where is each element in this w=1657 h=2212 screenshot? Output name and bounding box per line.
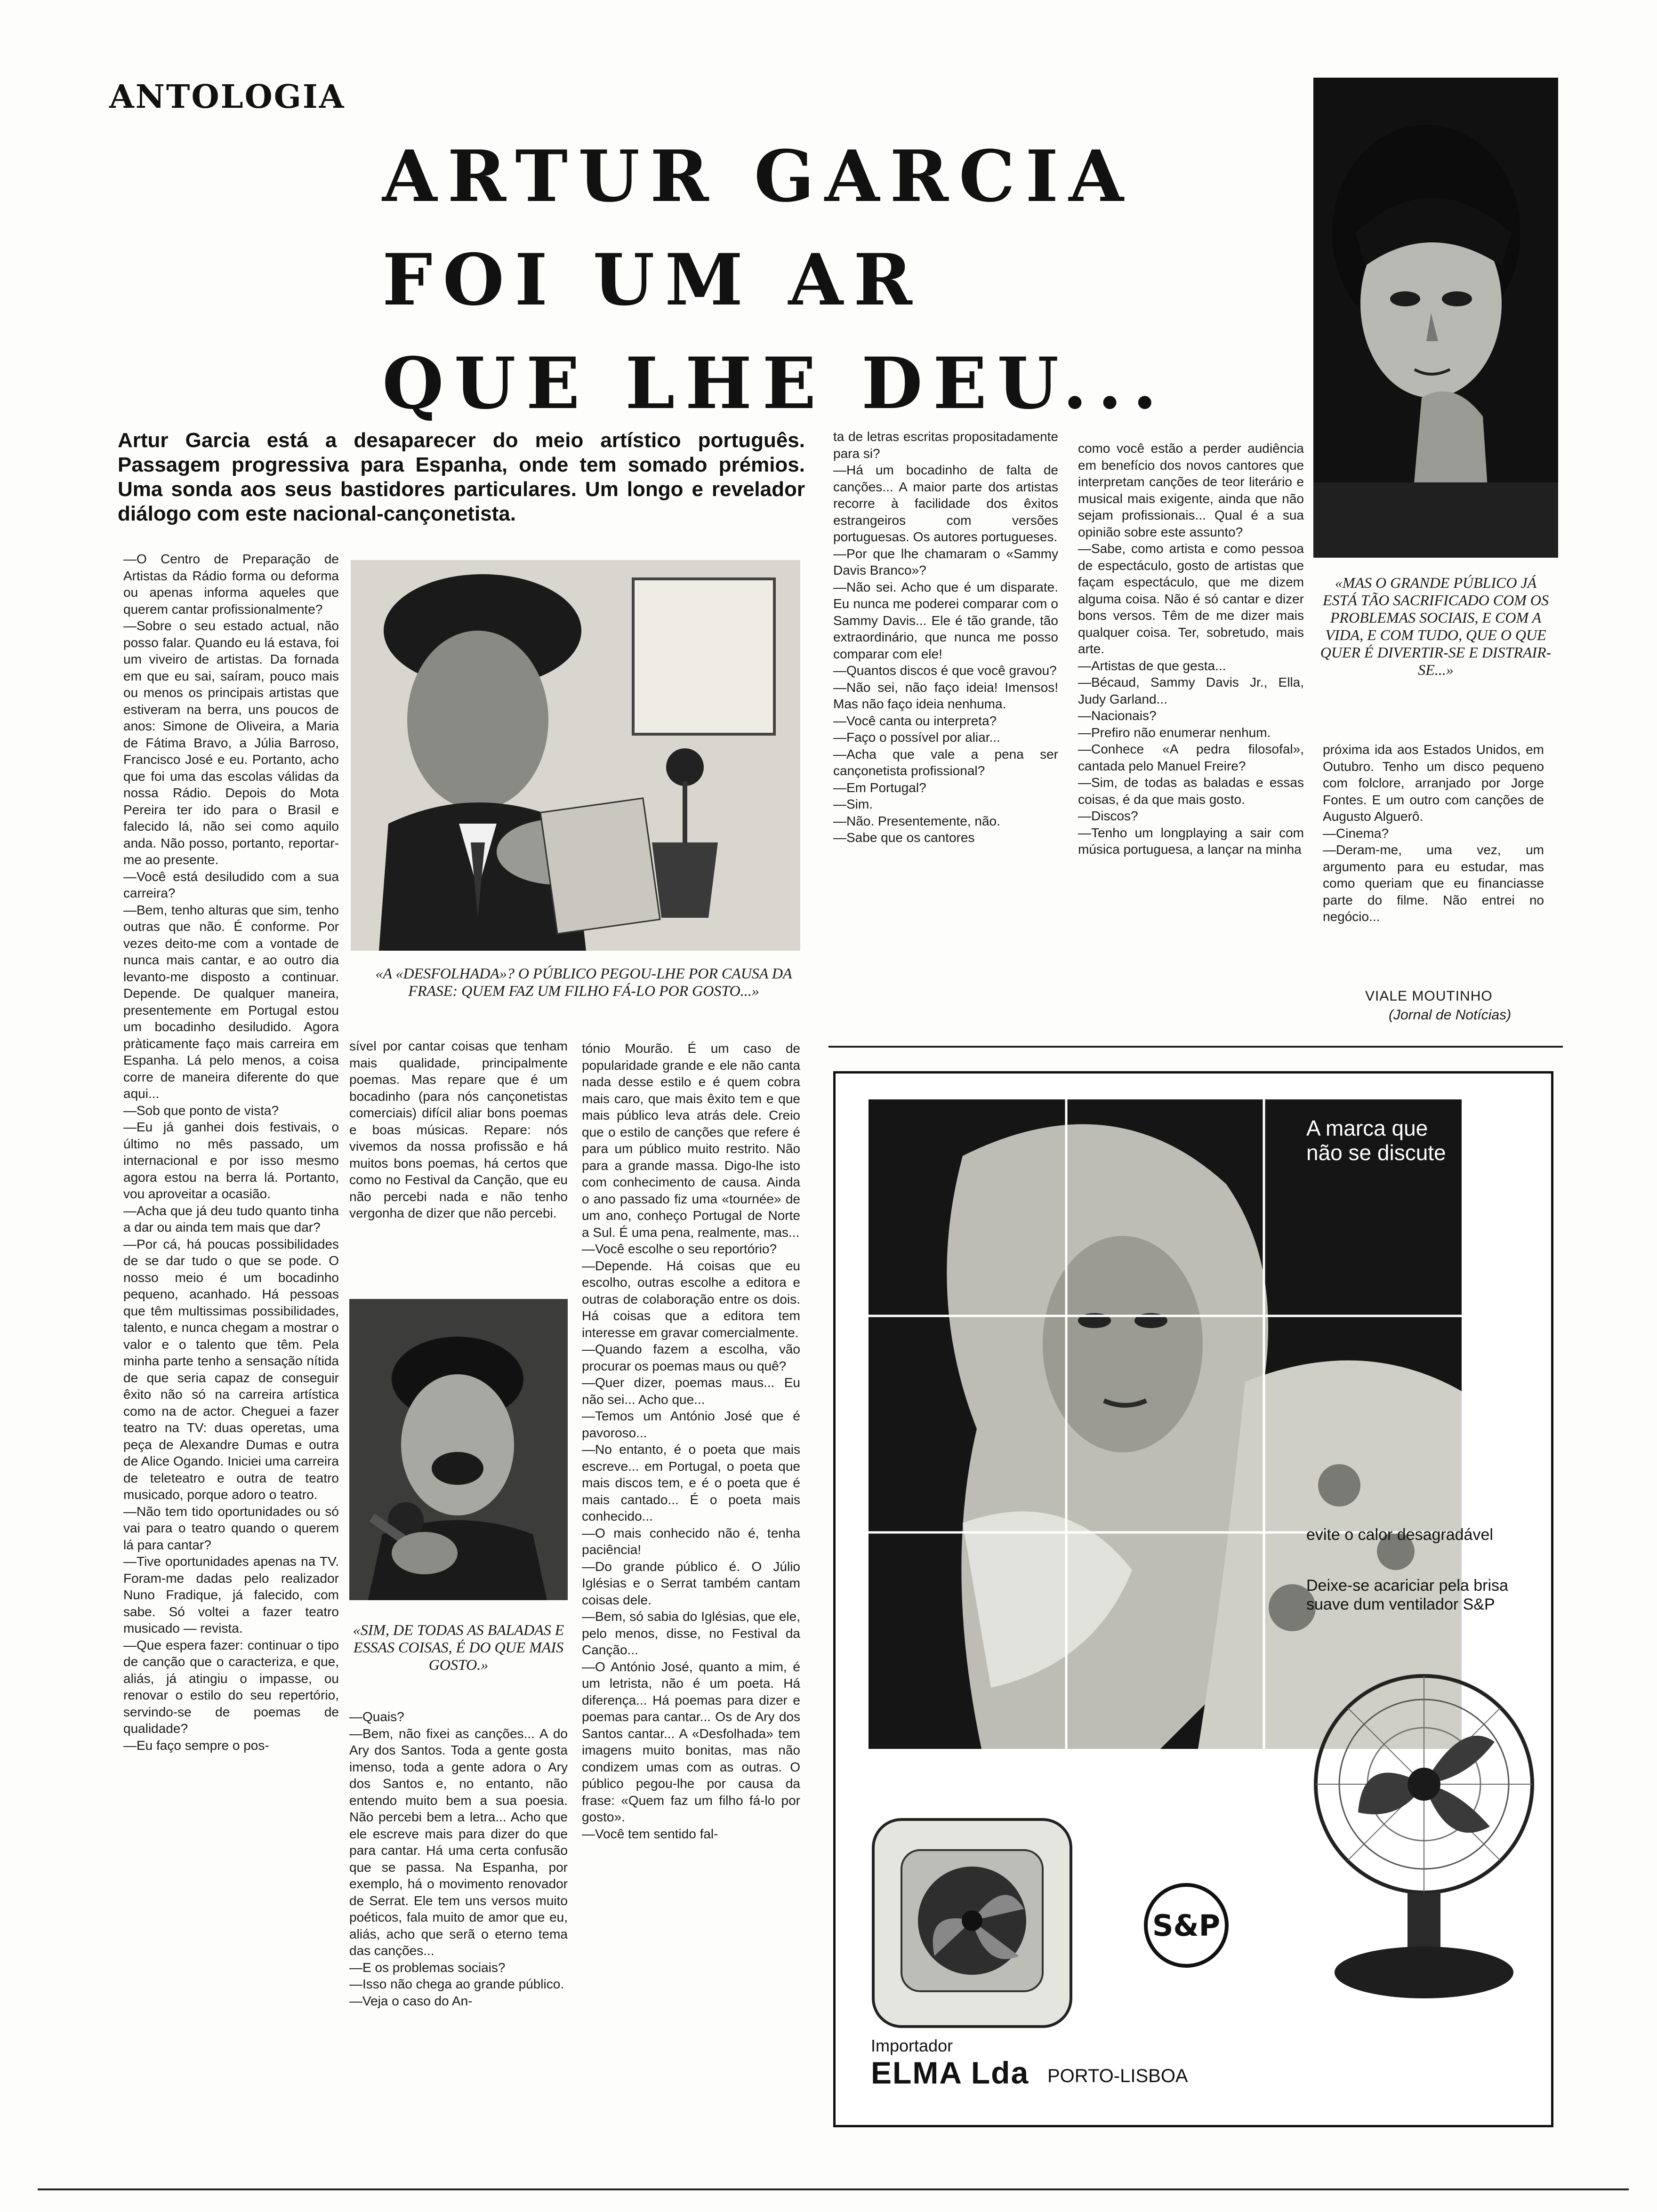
caption-photo-3: «MAS O GRANDE PÚBLICO JÁ ESTÁ TÃO SACRIFICADO COM OS PROBLEMAS SOCIAIS, E COM A VIDA, E COM TUDO, QUE O QUE QUER É DIVERTIR-SE E DISTRAIR-SE...» [1320,574,1552,678]
ad-slogan: A marca que não se discute [1306,1116,1446,1165]
ad-top-rule [828,1046,1563,1048]
ad-copy-evite: evite o calor desagradável [1306,1526,1493,1544]
ad-model-photo-drawing [869,1099,1462,1749]
ad-model-photo [869,1099,1462,1749]
fan-wall-drawing [869,1815,1076,2031]
article-column-2-top: sível por cantar coisas que tenham mais qualidade, principalmente poemas. Mas repare que é um bocadinho (para nós cançonetistas comerciais) difícil aliar bons poemas e boas músicas. Repare: nós vivemos da nossa profissão e há muitos bons poemas, há certos que como no Festival da Canção, que eu não percebi nada e não tenho vergonha de dizer que não percebi. [349,1039,568,1220]
advertisement [833,1071,1553,2127]
article-column-3: tónio Mourão. É um caso de popularidade grande e ele não canta nada desse estilo e é quem cobra mais caro, que mais êxito tem e que mais público leva atrás dele. Creio que o estilo de canções que refere é para um público muito restrito. Não para a grande massa. Digo-lhe isto com conhecimento de causa. Ainda o ano passado fiz uma «tournée» de um ano, conheço Portugal de Norte a Sul. É uma pena, realmente, mas... —Você escolhe o seu reportório? —Depende. Há coisas que eu escolho, outras escolhe a editora e outras de colaboração entre os dois. Há coisas que a editora tem interesse em gravar comercialmente. —Quando fazem a escolha, vão procurar os poemas maus ou quê? —Quer dizer, poemas maus... Eu não sei... Acho que... —Temos um António José que é pavoroso... —No entanto, é o poeta que mais escreve... em Portugal, o poeta que mais discos tem, e é o poeta que é mais cantado... É o poeta mais conhecido... —O mais conhecido não é, tenha paciência! —Do grande público é. O Júlio Iglésias e o Serrat também cantam coisas dele. —Bem, só sabia do Iglésias, que ele, pelo menos, disse, no Festival da Canção... —O António José, quanto a mim, é um letrista, não é um poeta. Há diferença... Há poemas para dizer e poemas para cantar... Os de Ary dos Santos cantar... A «Desfolhada» tem imagens muito bonitas, mas não condizem umas com as outras. O público pegou-lhe por causa da frase: «Quem faz um filho fá-lo por gosto». —Você tem sentido fal- [582,1041,800,1841]
photo-singer-at-microphone [349,1299,568,1600]
fan-desk-illustration [1306,1671,1542,2001]
fan-desk-drawing [1306,1671,1542,2001]
headline-line-1: ARTUR GARCIA [382,135,1134,218]
importer-label: Importador [871,2036,953,2055]
section-label: ANTOLOGIA [109,78,346,116]
page-bottom-rule [38,2188,1629,2190]
photo-singer-with-hat [351,560,800,951]
article-column-4: ta de letras escritas propositadamente para si? —Há um bocadinho de falta de canções... A maior parte dos artistas recorre à facilidade dos êxitos estrangeiros com versões portuguesas. Os autores portugueses. —Por que lhe chamaram o «Sammy Davis Branco»? —Não sei. Acho que é um disparate. Eu nunca me poderei comparar com o Sammy Davis... Ele é tão grande, tão extraordinário, que nunca me posso comparar com ele! —Quantos discos é que você gravou? —Não sei, não faço ideia! Imensos! Mas não faço ideia nenhuma. —Você canta ou interpreta? —Faço o possível por aliar... —Acha que vale a pena ser cançonetista profissional? —Em Portugal? —Sim. —Não. Presentemente, não. —Sabe que os cantores [833,429,1058,845]
sp-logo [1144,1883,1229,1968]
importer-cities: PORTO-LISBOA [1047,2066,1188,2086]
photo-singer-at-microphone-drawing [349,1299,568,1600]
fan-wall-illustration [869,1815,1076,2031]
caption-photo-2: «SIM, DE TODAS AS BALADAS E ESSAS COISAS, É DO QUE MAIS GOSTO.» [353,1621,564,1673]
ad-copy-brisa: Deixe-se acariciar pela brisa suave dum ventilador S&P [1306,1577,1508,1613]
article-column-6: próxima ida aos Estados Unidos, em Outubro. Tenho um disco pequeno com folclore, arranjado por Jorge Fontes. E um outro com canções de Augusto Alguerô. —Cinema? —Deram-me, uma vez, um argumento para eu estudar, mas como queriam que eu financiasse parte do filme. Não entrei no negócio... [1323,742,1544,924]
lede: Artur Garcia está a desaparecer do meio artístico português. Passagem progressiva para Espanha, onde tem somado prémios. Uma sonda aos seus bastidores particulares. Um longo e revelador diálogo com este nacional-cançonetista. [118,429,805,525]
importer-name: ELMA Lda [871,2055,1030,2090]
photo-singer-with-hat-drawing [351,560,800,951]
headline-line-2: FOI UM AR [382,239,923,321]
photo-portrait [1313,78,1558,558]
caption-photo-1: «A «DESFOLHADA»? O PÚBLICO PEGOU-LHE POR CAUSA DA FRASE: QUEM FAZ UM FILHO FÁ-LO POR GOSTO...» [375,965,792,999]
byline-source: (Jornal de Notícias) [1389,1007,1512,1023]
sp-logo-text: S&P [1152,1908,1221,1943]
headline-line-3: QUE LHE DEU... [382,342,1167,425]
article-column-5: como você estão a perder audiência em benefício dos novos cantores que interpretam canções de teor literário e musical mais exigente, ainda que não sejam profissionais... Qual é a sua opinião sobre este assunto? —Sabe, como artista e como pessoa de espectáculo, gosto de artistas que façam espectáculo, que me dizem alguma coisa. Não é só cantar e dizer bons versos. Têm de me dizer mais qualquer coisa. Ter, sobretudo, mais arte. —Artistas de que gesta... —Bécaud, Sammy Davis Jr., Ella, Judy Garland... —Nacionais? —Prefiro não enumerar nenhum. —Conhece «A pedra filosofal», cantada pelo Manuel Freire? —Sim, de todas as baladas e essas coisas, é da que mais gosto. —Discos? —Tenho um longplaying a sair com música portuguesa, a lançar na minha [1078,441,1304,857]
article-column-1: —O Centro de Preparação de Artistas da Rádio forma ou deforma ou apenas informa aqueles que querem cantar profissionalmente? —Sobre o seu estado actual, não posso falar. Quando eu lá estava, foi um viveiro de artistas. Da fornada em que eu sai, saíram, pouco mais ou menos os principais artistas que estiveram na berra, uns poucos de anos: Simone de Oliveira, a Maria de Fátima Bravo, a Júlia Barroso, Francisco José e eu. Portanto, acho que foi uma das escolas válidas da nossa Rádio. Depois do Mota Pereira ter ido para o Brasil e falecido lá, não sei como aquilo anda. Não posso, portanto, reportar-me ao presente. —Você está desiludido com a sua carreira? —Bem, tenho alturas que sim, tenho outras que não. É conforme. Por vezes deito-me com a vontade de nunca mais cantar, e ao outro dia levanto-me disposto a continuar. Depende. De qualquer maneira, presentemente em Portugal estou um bocadinho desiludido. Agora pràticamente faço mais carreira em Espanha. Lá pelo menos, a coisa corre de maneira diferente do que aqui... —Sob que ponto de vista? —Eu já ganhei dois festivais, o último no mês passado, um internacional e por isso mesmo agora estou na berra lá. Portanto, vou aproveitar a ocasião. —Acha que já deu tudo quanto tinha a dar ou ainda tem mais que dar? —Por cá, há poucas possibilidades de se dar tudo o que se pode. O nosso meio é um bocadinho pequeno, acanhado. Há pessoas que têm multissimas possibilidades, talento, e nunca chegam a mostrar o valor e o talento que têm. Pela minha parte tenho a sensação nítida de que seria capaz de conseguir êxito não só na carreira artística como na de actor. Cheguei a fazer teatro na TV: duas operetas, uma peça de Alexandre Dumas e outra de Alice Ogando. Iniciei uma carreira de teleteatro e outra de teatro musicado, porque adoro o teatro. —Não tem tido oportunidades ou só vai para o teatro quando o querem lá para cantar? —Tive oportunidades apenas na TV. Foram-me dadas pelo realizador Nuno Fradique, já falecido, com sabe. Só voltei a fazer teatro musicado — revista. —Que espera fazer: continuar o tipo de canção que o caracteriza, e que, aliás, já atingiu o impasse, ou renovar o estilo do seu repertório, servindo-se de poemas de qualidade? —Eu faço sempre o pos- [123,552,339,1753]
byline: VIALE MOUTINHO [1365,988,1493,1004]
photo-portrait-drawing [1313,78,1558,558]
article-column-2-bottom: —Quais? —Bem, não fixei as canções... A do Ary dos Santos. Toda a gente gosta imenso, toda a gente adora o Ary dos Santos e, no entanto, não entendo muito bem a sua poesia. Não percebi bem a letra... Acho que ele escreve mais para dizer do que para cantar. Há uma certa confusão que se passa. Na Espanha, por exemplo, há o movimento renovador de Serrat. Ele tem uns versos muito poéticos, fala muito de amor que eu, aliás, acho que serã o eterno tema das canções... —E os problemas sociais? —Isso não chega ao grande público. —Veja o caso do An- [349,1709,568,2008]
